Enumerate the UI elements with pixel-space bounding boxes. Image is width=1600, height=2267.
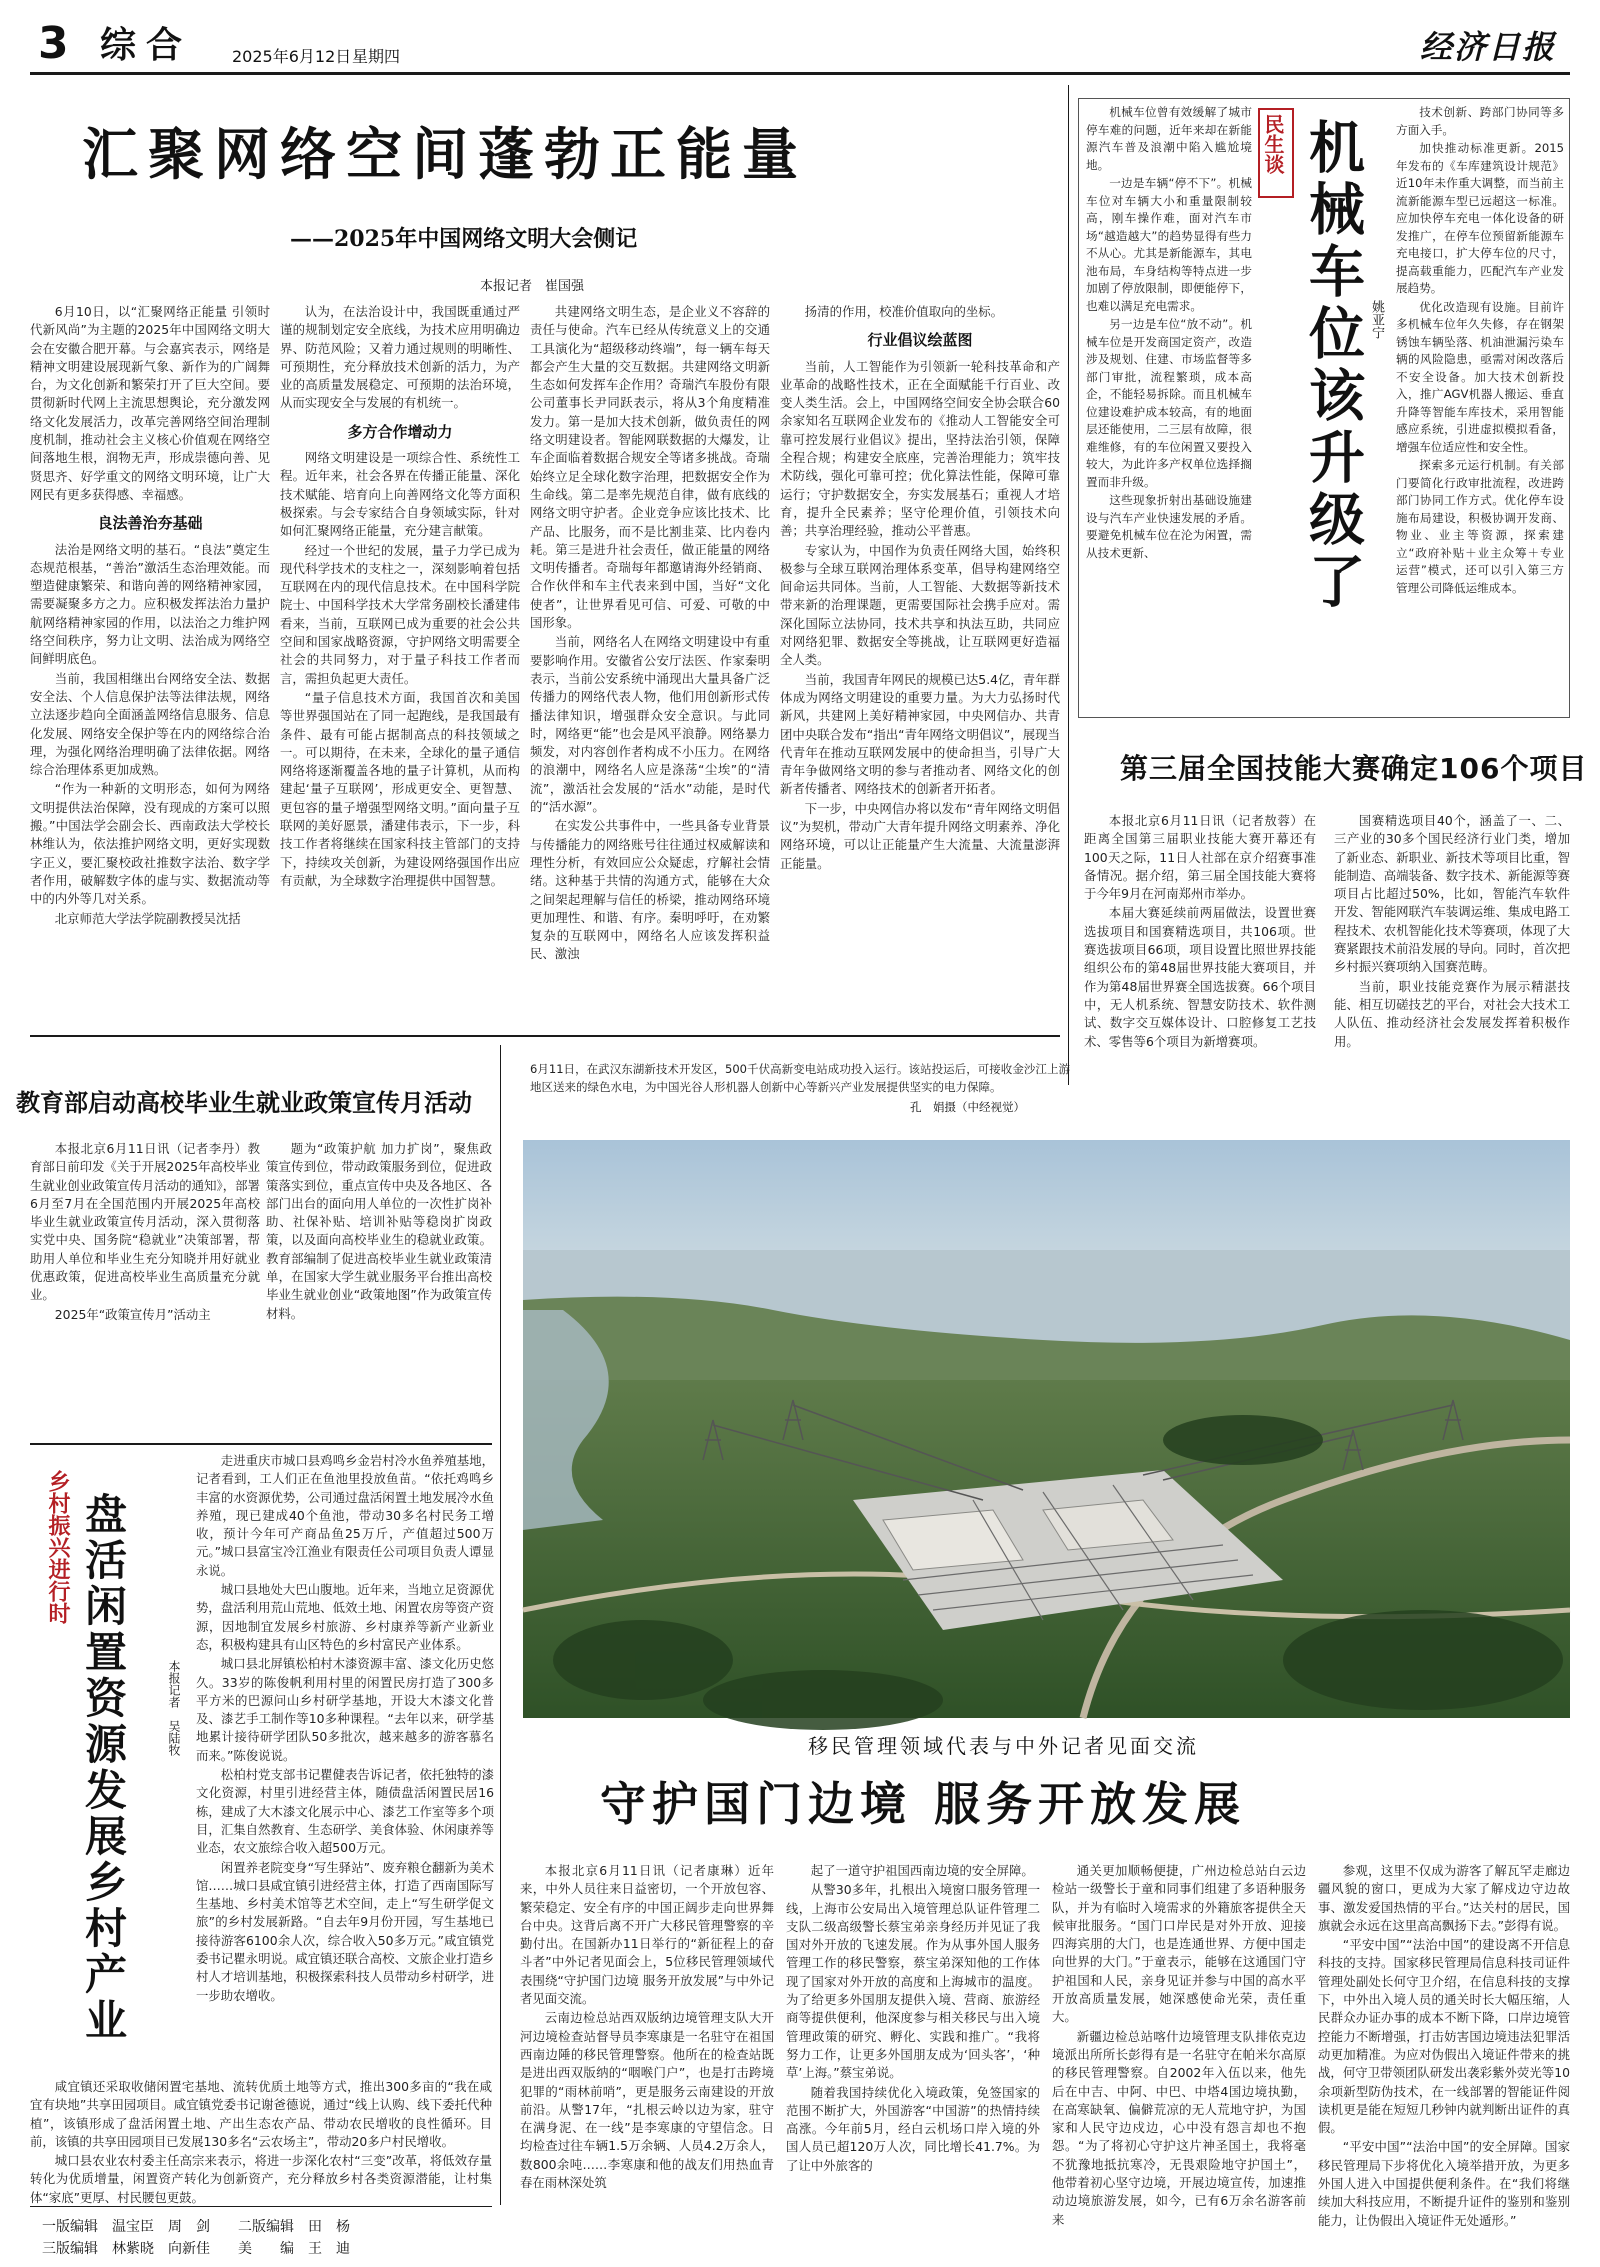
main-article-byline: 本报记者 崔国强 xyxy=(480,279,585,294)
edu-article-col-2 xyxy=(266,1140,492,1440)
paragraph: 国赛精选项目40个，涵盖了一、二、三产业的30多个国民经济行业门类，增加了新业态、新职业、新技术等项目比重，智能制造、高端装备、数字技术、新能源等赛项目占比超过50%，比如，智能汽车软件开发、智能网联汽车装调运维、集成电路工程技术、农机智能化技术等赛项，体现了大赛紧跟技术前沿发展的导向。同时，首次把乡村振兴赛项纳入国赛范畴。 xyxy=(1334,813,1570,975)
paragraph: 本报北京6月11日讯（记者李丹）教育部日前印发《关于开展2025年高校毕业生就业创业政策宣传月活动的通知》，部署6月至7月在全国范围内开展2025年高校毕业生就业政策宣传月活动，深入贯彻落实党中央、国务院“稳就业”决策部署，帮助用人单位和毕业生充分知晓并用好就业优惠政策，促进高校毕业生高质量充分就业。 xyxy=(30,1141,260,1303)
paragraph: 在实发公共事件中，一些具备专业背景与传播能力的网络账号往往通过权威解读和理性分析，有效回应公众疑虑，疗解社会情绪。这种基于共情的沟通方式，能够在大众之间架起理解与信任的桥梁，推动网络环境更加理性、和谐、有序。秦明呼吁，在劝繁复杂的互联网中，网络名人应该发挥积益民、激浊 xyxy=(530,818,770,962)
photo-credit: 孔 娟摄（中经视觉） xyxy=(910,1100,1025,1114)
border-article-kicker: 移民管理领域代表与中外记者见面交流 xyxy=(808,1734,1199,1758)
paragraph: 另一边是车位“放不动”。机械车位是开发商国定资产，改造涉及规划、住建、市场监督等多部门审批，流程繁琐，成本高企，不能轻易拆除。而且机械车位建设难护成本较高，有的地面层还能使用，二三层有故障，很难维修，有的车位闲置又要投入较大，为此许多产权单位选择搁置而非升级。 xyxy=(1086,317,1252,489)
paragraph: 城口县农业农村委主任高宗来表示，将进一步深化农村“三变”改革，将低效存量转化为优质增量，闲置资产转化为创新资产，充分释放乡村各类资源潜能，让村集体“家底”更厚、村民腰包更鼓。 xyxy=(30,2153,492,2205)
paragraph: 网络文明建设是一项综合性、系统性工程。近年来，社会各界在传播正能量、深化技术赋能、培育向上向善网络文化等方面积极探索。与会专家结合自身领域实际，针对如何汇聚网络正能量，充分建言献策。 xyxy=(280,450,520,539)
paragraph: 本报北京6月11日讯（记者康琳）近年来，中外人员往来日益密切，一个开放包容、繁荣稳定、安全有序的中国正阔步走向世界舞台中央。这背后离不开广大移民管理警察的辛勤付出。在国新办11日举行的“新征程上的奋斗者”中外记者见面会上，5位移民管理领域代表围绕“守护国门边境 服务开放发展”与中外记者见面交流。 xyxy=(520,1863,774,2007)
paragraph: 走进重庆市城口县鸡鸣乡金岩村冷水鱼养殖基地，记者看到，工人们正在鱼池里投放鱼苗。“依托鸡鸣乡丰富的水资源优势，公司通过盘活闲置土地发展冷水鱼养殖，现已建成40个鱼池，带动30多名村民务工增收，预计今年可产商品鱼25万斤，产值超过500万元。”城口县富宝冷江渔业有限责任公司项目负责人谭显永说。 xyxy=(196,1453,494,1578)
paragraph: 下一步，中央网信办将以发布“青年网络文明倡议”为契机，带动广大青年提升网络文明素养、净化网络环境，可以让正能量产生大流量、大流量澎湃正能量。 xyxy=(780,800,1060,871)
paragraph: 当前，职业技能竞赛作为展示精湛技能、相互切磋技艺的平台，对社会大技术工人队伍、推动经济社会发展发挥着积极作用。 xyxy=(1334,978,1570,1049)
paragraph: 云南边检总站西双版纳边境管理支队大开河边境检查站督导员李寒康是一名驻守在祖国西南边陲的移民管理警察。他所在的检查站既是进出西双版纳的“咽喉门户”，也是打击跨境犯罪的“雨林前哨”，更是服务云南建设的开放前沿。从警17年，“扎根云岭以边为家，驻守在满身泥、在一线”是李寒康的守望信念。日均检查过往车辆1.5万余辆、人员4.2万余人，数800余吨……李寒康和他的战友们用热血青春在雨林深处筑 xyxy=(520,2010,774,2191)
paper-logo: 经济日报 xyxy=(1420,28,1557,66)
paragraph: 通关更加顺畅便捷，广州边检总站白云边检站一级警长于童和同事们组建了多语种服务队，并为有临时入境需求的外籍旅客提供全天候审批服务。“国门口岸民是对外开放、迎接四海宾朋的大门，也是连通世界、方便中国走向世界的大门。”于童表示，能够在这通国门守护祖国和人民，亲身见证并参与中国的高水平开放高质量发展，她深感使命光荣，责任重大。 xyxy=(1052,1863,1306,2025)
paragraph: 一边是车辆“停不下”。机械车位对车辆大小和重量限制较高，刚车操作难，面对汽车市场“越造越大”的趋势显得有些力不从心。尤其是新能源车，其电池布局，车身结构等特点进一步加剧了停放限制，即便能停下，也难以满足充电需求。 xyxy=(1086,176,1252,313)
paragraph: 技术创新、跨部门协同等多方面入手。 xyxy=(1396,105,1564,137)
editors-line-1: 一版编辑 温宝臣 周 剑 二版编辑 田 杨 xyxy=(42,2219,350,2235)
main-article-col-2 xyxy=(280,303,520,1023)
paragraph: 闲置养老院变身“写生驿站”、废弃粮仓翻新为美术馆……城口县咸宜镇引进经营主体，打造了西南国际写生基地、乡村美术馆等艺术空间，走上“写生研学促文旅”的乡村发展新路。“自去年9月份开园，写生基地已接待游客6100余人次，综合收入50多万元。”咸宜镇党委书记瞿永明说。咸宜镇还联合高校、文旅企业打造乡村人才培训基地，积极探索科技人员带动乡村研学，进一步助农增收。 xyxy=(196,1859,494,2003)
edu-article-title: 教育部启动高校毕业生就业政策宣传月活动 xyxy=(16,1089,472,1117)
paragraph: 专家认为，中国作为负责任网络大国，始终积极参与全球互联网治理体系变革，倡导构建网络空间命运共同体。当前，人工智能、大数据等新技术带来新的治理课题，更需要国际社会携手应对。需深化国际立法协同，技术共享和执法互助，共同应对网络犯罪、数据安全等挑战，让互联网更好造福全人类。 xyxy=(780,542,1060,668)
border-article-col-3 xyxy=(1052,1862,1306,2227)
paragraph: 本报北京6月11日讯（记者敖蓉）在距离全国第三届职业技能大赛开幕还有100天之际，11日人社部在京介绍赛事准备情况。据介绍，第三届全国技能大赛将于今年9月在河南郑州市举办。 xyxy=(1084,813,1316,902)
commentary-col-1 xyxy=(1086,104,1252,710)
column-divider xyxy=(1068,85,1069,1085)
paragraph: 新疆边检总站喀什边境管理支队排依克边境派出所所长彭得有是一名驻守在帕米尔高原的移民管理警察。自2002年入伍以来，他先后在中吉、中阿、中巴、中塔4国边境执勤，在高寒缺氧、偏僻荒凉的无人荒地守护，为国家和人民守边戍边，心中没有怨言却也不抱怨。“为了将初心守护这片神圣国土，我将毫不犹豫地抵抗寒冷，无畏艰险地守护国土”，他带着初心坚守边境，开展边境宣传，加速推动边境旅游发展，如今，已有6万余名游客前来 xyxy=(1052,2028,1306,2227)
section-subhead: 行业倡议绘蓝图 xyxy=(867,331,973,350)
paragraph: 当前，网络名人在网络文明建设中有重要影响作用。安徽省公安厅法医、作家秦明表示，当前公安系统中涌现出大量具备广泛传播力的网络代表人物，他们用创新形式传播法律知识，增强群众安全意识。与此同时，网络更“能”也会是风平浪静。网络暴力频发，对内容创作者构成不小压力。在网络的浪潮中，网络名人应是涤荡“尘埃”的“清流”，激活社会发展的“活水”动能，是时代的“活水源”。 xyxy=(530,634,770,815)
paragraph: “平安中国”“法治中国”的安全屏障。国家移民管理局下步将优化入境举措开放，为更多外国人进入中国提供便利条件。在“我们将继续加大科技应用，不断提升证件的鉴别和鉴别能力，让伪假出入境证件无处遁形。” xyxy=(1318,2139,1570,2228)
paragraph: 松柏村党支部书记瞿健表告诉记者，依托独特的漆文化资源，村里引进经营主体，随债盘活闲置民居16栋，建成了大木漆文化展示中心、漆艺工作室等多个项目，汇集自然教育、生态研学、美食体验、休闲康养等业态，农文旅综合收入超500万元。 xyxy=(196,1767,494,1856)
paragraph: 北京师范大学法学院副教授吴沈括 xyxy=(54,910,241,926)
paragraph: 经过一个世纪的发展，量子力学已成为现代科学技术的支柱之一，深刻影响着包括互联网在内的现代信息技术。在中国科学院院士、中国科学技术大学常务副校长潘建伟看来，当前，互联网已成为重要的社会公共空间和国家战略资源，守护网络文明需要全社会的共同努力，对于量子科技工作者而言，需担负起更大责任。 xyxy=(280,542,520,686)
paragraph: 扬清的作用，校准价值取向的坐标。 xyxy=(804,304,1004,319)
border-article-col-4 xyxy=(1318,1862,1570,2228)
skills-article-title: 第三届全国技能大赛确定106个项目 xyxy=(1120,752,1588,785)
issue-date: 2025年6月12日 xyxy=(232,47,352,66)
issue-weekday: 星期四 xyxy=(352,47,401,66)
commentary-author: 姚亚宁 xyxy=(1369,300,1384,339)
paragraph: 城口县地处大巴山腹地。近年来，当地立足资源优势，盘活利用荒山荒地、低效土地、闲置农房等资产资源，因地制宜发展乡村旅游、乡村康养等新产业新业态，积极构建具有山区特色的乡村富民产业体系。 xyxy=(196,1582,494,1652)
masthead-rule xyxy=(30,72,1570,75)
caption-text: 6月11日，在武汉东湖新技术开发区，500千伏高新变电站成功投入运行。该站投运后，可接收金沙江上游地区送来的绿色水电，为中国光谷人形机器人创新中心等新兴产业发展提供坚实的电力保障。 xyxy=(530,1062,1070,1094)
paragraph: 这些现象折射出基础设施建设与汽车产业快速发展的矛盾。要避免机械车位在沦为闲置，需从技术更新、 xyxy=(1086,493,1252,560)
edu-article-col-1 xyxy=(30,1140,260,1440)
rural-article-bottom xyxy=(30,2078,492,2205)
section-subhead: 良法善治夯基础 xyxy=(97,514,203,533)
paragraph: 从警30多年，扎根出入境窗口服务管理一线，上海市公安局出入境管理总队证件管理二支队二级高级警长蔡宝弟亲身经历并见证了我国对外开放的飞速发展。作为从事外国人服务管理工作的移民警察，蔡宝弟深知他的工作体现了国家对外开放的高度和上海城市的温度。为了给更多外国朋友提供入境、营商、旅游经商等提供便利，他深度参与相关移民与出入境管理政策的研究、孵化、实践和推广。“我将努力工作，让更多外国朋友成为‘回头客’，‘种草’上海。”蔡宝弟说。 xyxy=(786,1882,1040,2081)
border-article-col-1 xyxy=(520,1862,774,2214)
main-article-col-3 xyxy=(530,303,770,1023)
substation-photo xyxy=(523,1140,1570,1718)
paragraph: 2025年“政策宣传月”活动主 xyxy=(54,1306,211,1322)
paragraph: 咸宜镇还采取收储闲置宅基地、流转优质土地等方式，推出300多亩的“我在咸宜有块地”共享田园项目。咸宜镇党委书记谢爸德说，通过“线上认购、线下委托代种植”，该镇形成了盘活闲置土地、产出生态农产品、带动农民增收的良性循环。目前，该镇的共享田园项目已发展130多名“云农场主”，带动20多户村民增收。 xyxy=(30,2079,492,2149)
paragraph: 加快推动标准更新。2015年发布的《车库建筑设计规范》近10年未作重大调整，而当前主流新能源车型已远超这一标准。应加快停车充电一体化设备的研发推广，在停车位预留新能源车充电接口，扩大停车位的尺寸，提高载重能力，匹配汽车产业发展趋势。 xyxy=(1396,141,1564,295)
border-article-col-2 xyxy=(786,1862,1040,2214)
paragraph: 当前，我国相继出台网络安全法、数据安全法、个人信息保护法等法律法规，网络立法逐步趋向全面涵盖网络信息服务、信息化发展、网络安全保护等在内的网络综合治理，为强化网络治理明确了法律依据。网络综合治理体系更加成熟。 xyxy=(30,670,270,778)
page-number: 3 xyxy=(38,18,69,69)
paragraph: 参观，这里不仅成为游客了解瓦罕走廊边疆风貌的窗口，更成为大家了解戍边守边故事、激发爱国热情的平台。”达关村的居民，国旗就会永远在这里高高飘扬下去。”彭得有说。 xyxy=(1318,1863,1570,1933)
column-divider xyxy=(500,1045,501,2205)
commentary-label: 民生谈 xyxy=(1258,108,1294,198)
paragraph: 探索多元运行机制。有关部门要简化行政审批流程，改进跨部门协同工作方式。优化停车设施布局建设，积极协调开发商、物业、业主等资源，探索建立“政府补贴＋业主众筹＋专业运营”模式，还可以引入第三方管理公司降低运维成本。 xyxy=(1396,458,1564,595)
footer-rule xyxy=(30,2206,492,2207)
paragraph: 机械车位曾有效缓解了城市停车难的问题，近年来却在新能源汽车普及浪潮中陷入尴尬境地。 xyxy=(1086,105,1252,172)
main-article-col-1 xyxy=(30,303,270,1023)
main-article-title: 汇聚网络空间蓬勃正能量 xyxy=(82,123,808,188)
paragraph: 城口县北屏镇松柏村木漆资源丰富、漆文化历史悠久。33岁的陈俊帆利用村里的闲置民房打造了300多平方米的巴源问山乡村研学基地，开设大木漆文化普及、漆艺手工制作等10多种课程。“去年以来，研学基地累计接待研学团队50多批次，越来越多的游客慕名而来。”陈俊说说。 xyxy=(196,1656,494,1763)
commentary-col-2 xyxy=(1396,104,1564,710)
paragraph: 当前，我国青年网民的规模已达5.4亿，青年群体成为网络文明建设的重要力量。为大力弘扬时代新风，共建网上美好精神家园，中央网信办、共青团中央联合发布“指出“青年网络文明倡议”，展现当代青年在推动互联网发展中的使命担当，引导广大青年争做网络文明的参与者推动者、网络文化的创新者传播者、网络技术的创新者开拓者。 xyxy=(780,671,1060,797)
paragraph: 当前，人工智能作为引领新一轮科技革命和产业革命的战略性技术，正在全面赋能千行百业、改变人类生活。会上，中国网络空间安全协会联合60余家知名互联网企业发布的《推动人工智能安全可靠可控发展行业倡议》提出，坚持法治引领，保障全程合规；构建安全底座，完善治理能力；筑牢技术防线，强化可靠可控；优化算法性能，保障可靠运行；守护数据安全，夯实发展基石；重视人才培育，提升全民素养；坚守伦理价值，引领技术向善；共享治理经验，推动公平普惠。 xyxy=(780,358,1060,539)
paragraph: 共建网络文明生态，是企业义不容辞的责任与使命。汽车已经从传统意义上的交通工具演化为“超级移动终端”，每一辆车每天都会产生大量的交互数据。共建网络文明新生态如何发挥车企作用？奇瑞汽车股份有限公司董事长尹同跃表示，将从3个角度精准发力。第一是加大技术创新，做负责任的网络文明建设者。智能网联数据的大爆发，让车企面临着数据合规安全等诸多挑战。奇瑞始终立足全球化数字治理，把数据安全作为生命线。第二是率先规范自律，做有底线的网络文明守护者。企业竞争应该比技术、比产品、比服务，而不是比割韭菜、比内卷内耗。第三是进升社会责任，做正能量的网络文明传播者。奇瑞每年都邀请海外经销商、合作伙伴和车主代表来到中国，当好“文化使者”，让世界看见可信、可爱、可敬的中国形象。 xyxy=(530,304,770,631)
paragraph: 优化改造现有设施。目前许多机械车位年久失修，存在钢架锈蚀车辆坠落、机油泄漏污染车辆的风险隐患，亟需对闲改落后不安全设备。加大技术创新投入，推广AGV机器人搬运、垂直升降等智能车库技术，采用智能感应系统，引进虚拟模拟看备，增强车位适应性和安全性。 xyxy=(1396,299,1564,454)
section-subhead: 多方合作增动力 xyxy=(347,422,453,441)
section-rule xyxy=(30,1035,1060,1037)
skills-article-col-2 xyxy=(1334,812,1570,1112)
paragraph: 法治是网络文明的基石。“良法”奠定生态规范根基，“善治”激活生态治理效能。而塑造健康繁荣、和谐向善的网络精神家园，需要凝聚多方之力。应积极发挥法治力量护航网络精神家园的作用，以法治之力维护网络空间秩序，努力让文明、法治成为网络空间鲜明底色。 xyxy=(30,541,270,667)
paragraph: 6月10日，以“汇聚网络正能量 引领时代新风尚”为主题的2025年中国网络文明大会在安徽合肥开幕。与会嘉宾表示，网络是精神文明建设展现新气象、新作为的广阔舞台，为文化创新和繁荣打开了巨大空间。要贯彻新时代网上主流思想舆论，充分激发网络文化发展活力，改革完善网络空间治理制度机制，推动社会主义核心价值观在网络空间落地生根，润物无声，形成崇德向善、见贤思齐、好学重文的网络文明环境，让广大网民有更多获得感、幸福感。 xyxy=(30,304,270,502)
rural-article-title: 盘活闲置资源发展乡村产业 xyxy=(79,1492,128,2044)
commentary-title: 机械车位该升级了 xyxy=(1300,118,1365,614)
paragraph: 起了一道守护祖国西南边境的安全屏障。 xyxy=(810,1863,1034,1878)
rural-article-byline: 本报记者 吴陆牧 xyxy=(167,1660,181,1756)
section-rule xyxy=(30,1443,492,1445)
paragraph: “平安中国”“法治中国”的建设离不开信息科技的支持。国家移民管理局信息科技司证件管理处副处长何守卫介绍，在信息科技的支撑下，中外出入境人员的通关时长大幅压缩，人民群众办证办事的成本不断下降，口岸边境管控能力不断增强，打击妨害国边境违法犯罪活动更加精准。为应对伪假出入境证件带来的挑战，何守卫带领团队研发出袭彩紫外荧光等10余项新型防伪技术，在一线部署的智能证件阅读机更是能在短短几秒钟内就判断出证件的真假。 xyxy=(1318,1937,1570,2136)
paragraph: “作为一种新的文明形态，如何为网络文明提供法治保障，没有现成的方案可以照搬。”中国法学会副会长、西南政法大学校长林维认为，依法推护网络文明，更好实现数字正义，要汇聚校政社推数字法治、数字学者作用，破解数字体的虚与实、数据流动等中的内外等几对关系。 xyxy=(30,781,270,907)
skills-article-col-1 xyxy=(1084,812,1316,1112)
editors-line-2: 三版编辑 林紫晓 向新佳 美 编 王 迪 xyxy=(42,2241,350,2257)
border-article-title: 守护国门边境 服务开放发展 xyxy=(600,1777,1247,1831)
main-article-subtitle: ——2025年中国网络文明大会侧记 xyxy=(290,226,638,252)
main-article-col-4 xyxy=(780,303,1060,1023)
paragraph: 题为“政策护航 加力扩岗”，聚焦政策宣传到位，带动政策服务到位，促进政策落实到位，重点宣传中央及各地区、各部门出台的面向用人单位的一次性扩岗补助、社保补贴、培训补贴等稳岗扩岗政策，以及面向高校毕业生的稳就业政策。教育部编制了促进高校毕业生就业政策清单，在国家大学生就业服务平台推出高校毕业生就业创业“政策地图”作为政策宣传材料。 xyxy=(266,1141,492,1321)
rural-article-label: 乡村振兴进行时 xyxy=(45,1470,70,1624)
paragraph: “量子信息技术方面，我国首次和美国等世界强国站在了同一起跑线，是我国最有条件、最有可能占据制高点的科技领域之一。可以期待，在未来，全球化的量子通信网络将逐渐覆盖各地的量子计算机，从而构建起‘量子互联网’，形成更安全、更智慧、更包容的量子增强型网络文明。”面向量子互联网的美好愿景，潘建伟表示，下一步，科技工作者将继续在国家科技主管部门的支持下，持续攻关创新，为建设网络强国作出应有贡献，为全球数字治理提供中国智慧。 xyxy=(280,689,520,888)
paragraph: 认为，在法治设计中，我国既重通过严谨的规制划定安全底线，为技术应用明确边界、防范风险；又着力通过规则的明晰性、可预期性，充分释放技术创新的活力，为产业的高质量发展稳定、可预期的法治环境，从而实现安全与发展的有机统一。 xyxy=(280,304,520,411)
paragraph: 本届大赛延续前两届做法，设置世赛选拔项目和国赛精选项目，共106项。世赛选拔项目66项，项目设置比照世界技能组织公布的第48届世界技能大赛项目，并作为第48届世界赛全国选拔赛。66个项目中，无人机系统、智慧安防技术、软件测试、数字交互媒体设计、口腔修复工艺技术、零售等6个项目为新增赛项。 xyxy=(1084,905,1316,1049)
section-name: 综合 xyxy=(100,25,193,66)
rural-article-col-1 xyxy=(196,1452,494,2076)
paragraph: 随着我国持续优化入境政策，免签国家的范围不断扩大，外国游客“中国游”的热情持续高涨。今年前5月，经白云机场口岸入境的外国人员已超120万人次，同比增长41.7%。为了让中外旅客的 xyxy=(786,2084,1040,2173)
